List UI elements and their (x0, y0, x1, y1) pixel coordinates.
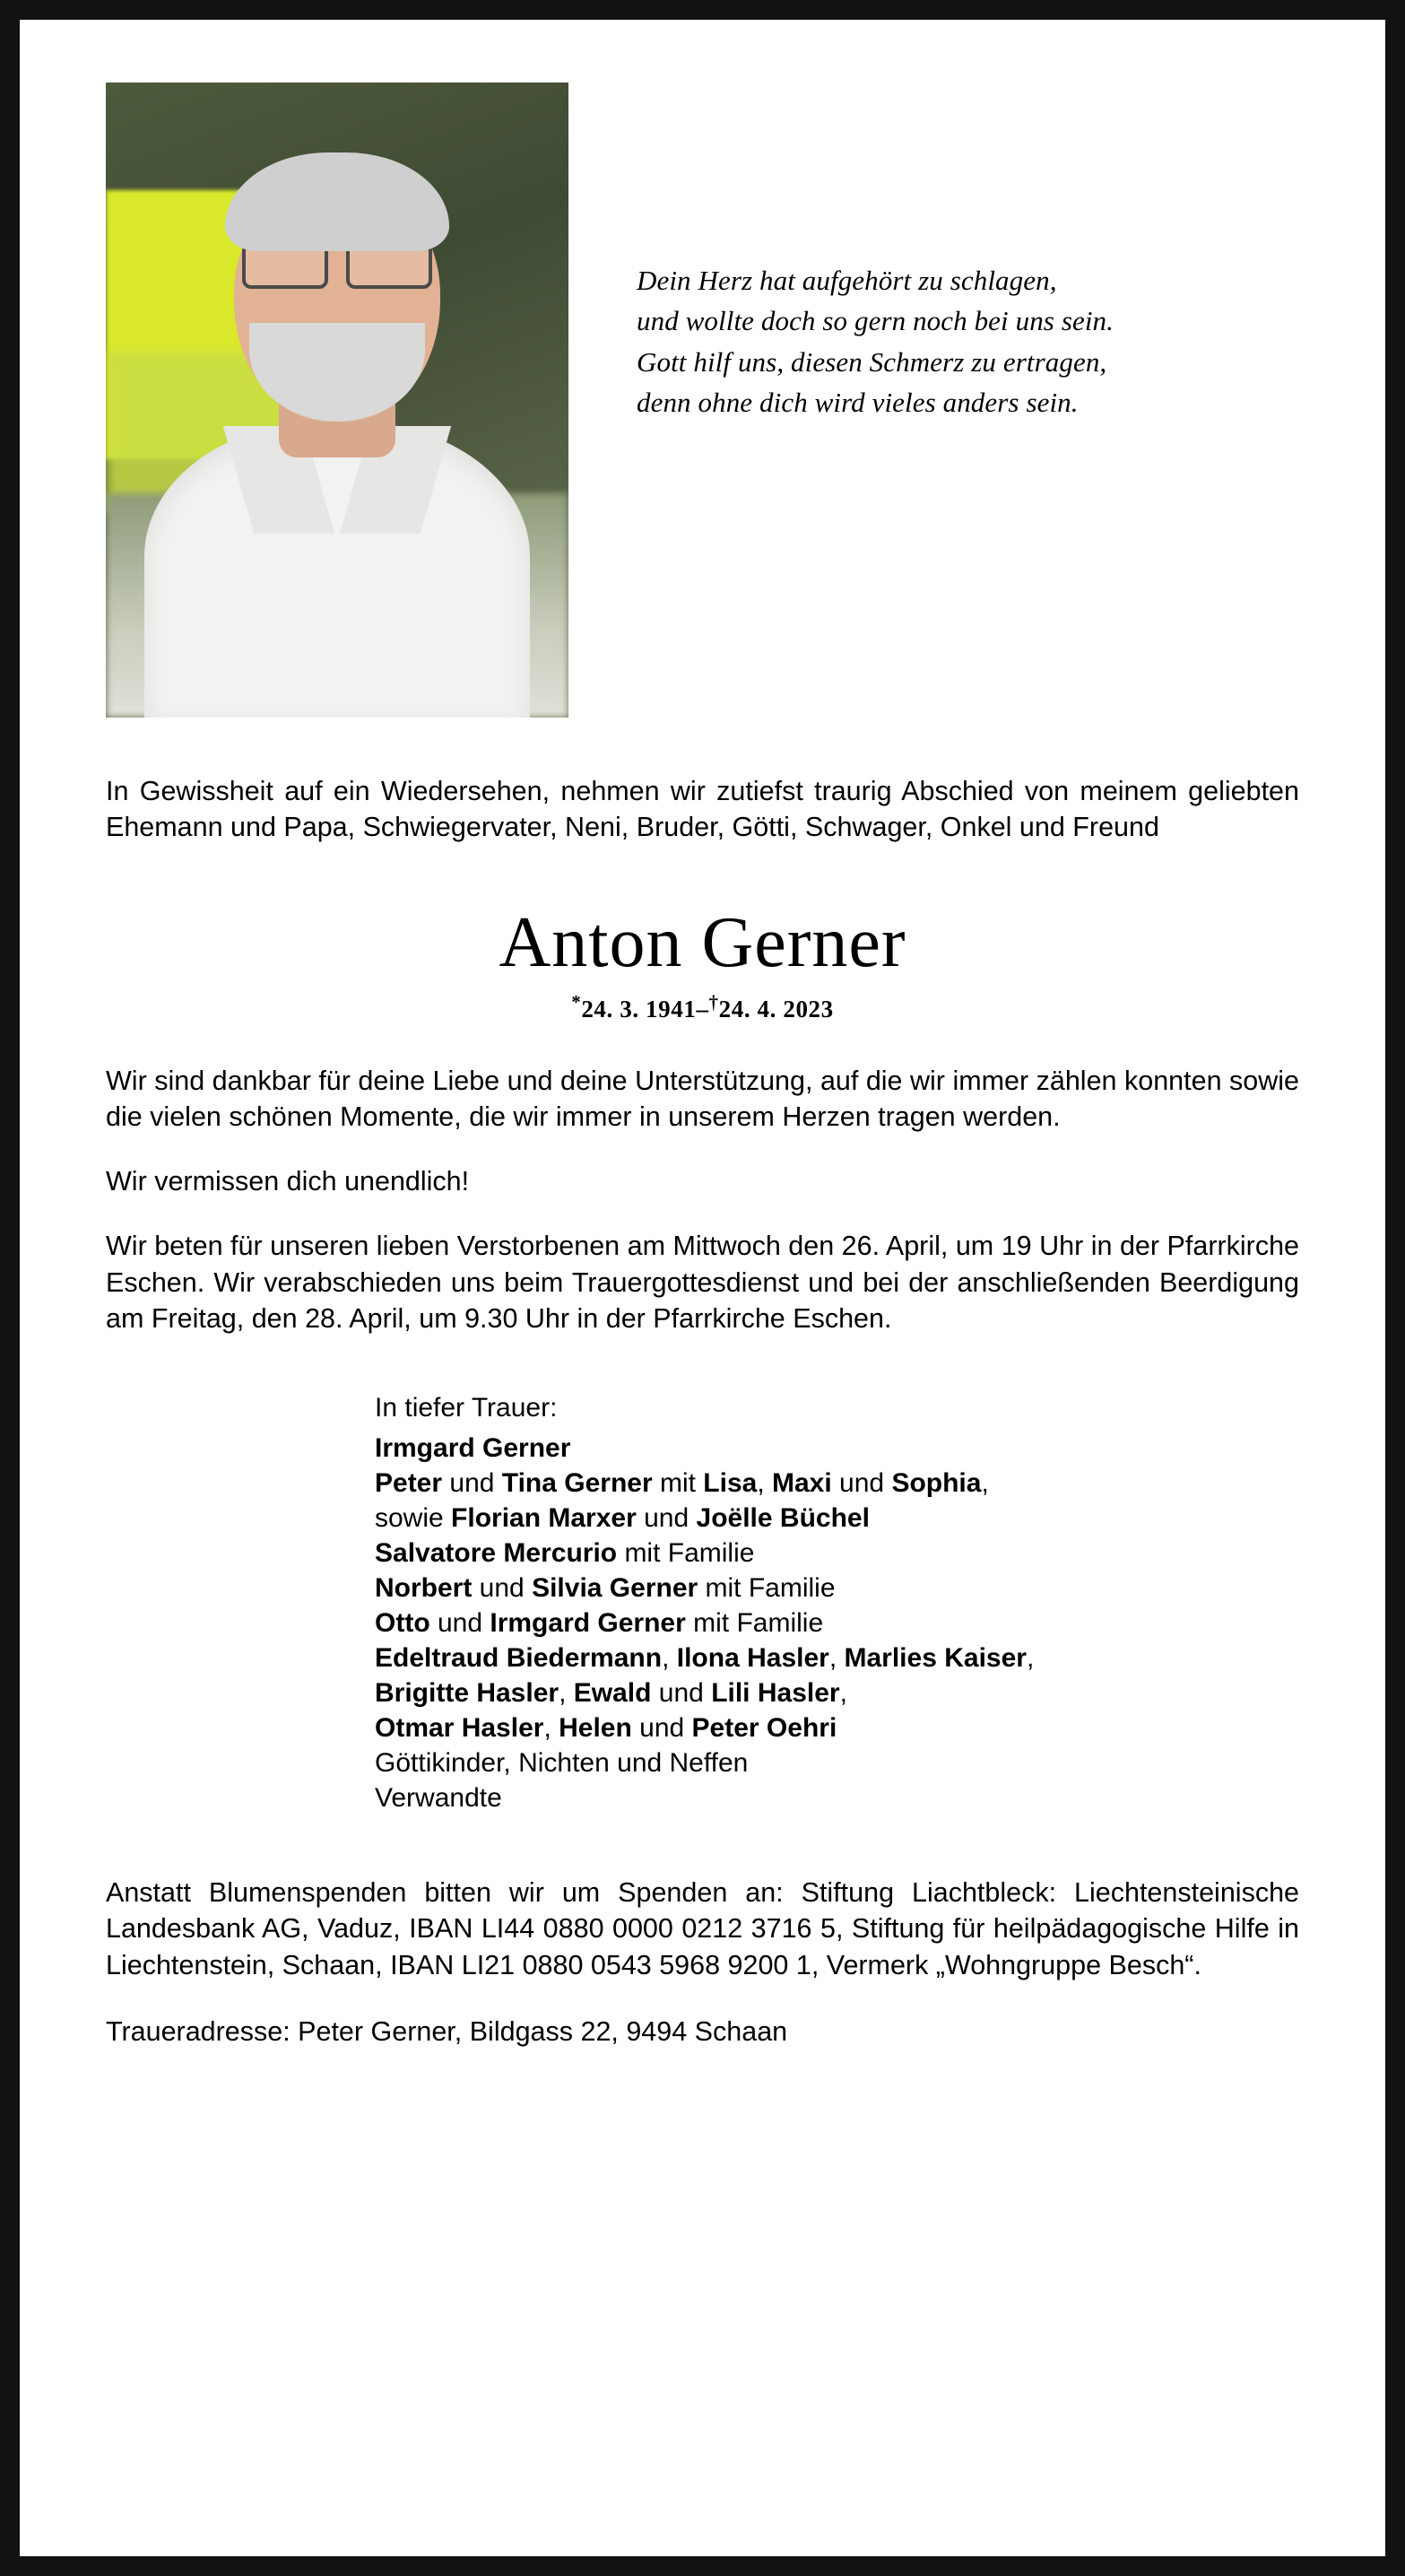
mourner-row: sowie Florian Marxer und Joëlle Büchel (375, 1503, 870, 1533)
person-shirt (144, 422, 530, 718)
mourner-row: Salvatore Mercurio mit Familie (375, 1538, 755, 1568)
death-date: 24. 4. 2023 (718, 995, 834, 1023)
mourners-list (106, 1390, 1299, 1815)
body-paragraph-1: Wir sind dankbar für deine Liebe und deine Unterstützung, auf die wir immer zählen konnten sowie die vielen schönen Momente, die wir immer in unserem Herzen tragen werden. (106, 1065, 1299, 1132)
death-symbol: † (708, 990, 719, 1013)
condolence-address: Traueradresse: Peter Gerner, Bildgass 22, 9494 Schaan (106, 2015, 788, 2047)
introduction-text: In Gewissheit auf ein Wiedersehen, nehmen wir zutiefst traurig Abschied von meinem geliebten Ehemann und Papa, Schwiegervater, Neni, Bruder, Götti, Schwager, Onkel und Freund (106, 776, 1299, 843)
mourner-row: Otmar Hasler, Helen und Peter Oehri (375, 1713, 837, 1743)
mourner-row: Edeltraud Biedermann, Ilona Hasler, Marlies Kaiser, (375, 1643, 1035, 1673)
date-separator: – (696, 995, 709, 1023)
verse-line-1: Dein Herz hat aufgehört zu schlagen, (637, 265, 1057, 296)
memorial-verse (568, 83, 1299, 422)
verse-line-4: denn ohne dich wird vieles anders sein. (637, 386, 1079, 418)
verse-line-2: und wollte doch so gern noch bei uns sein. (637, 305, 1114, 337)
mourner-row: Norbert und Silvia Gerner mit Familie (375, 1573, 836, 1603)
deceased-dates (106, 991, 1299, 1023)
body-text (106, 1063, 1299, 1337)
donation-notice: Anstatt Blumenspenden bitten wir um Spenden an: Stiftung Liachtbleck: Liechtensteinische Landesbank AG, Vaduz, IBAN LI44 0880 0000 0212 3716 5, Stiftung für heilpädagogische Hilfe in Liechtenstein, Schaan, IBAN LI21 0880 0543 5968 9200 1, Vermerk „Wohngruppe Besch“. (106, 1877, 1299, 1980)
body-paragraph-3: Wir beten für unseren lieben Verstorbenen am Mittwoch den 26. April, um 19 Uhr in der Pfarrkirche Eschen. Wir verabschieden uns beim Trauergottesdienst und bei der anschließenden Beerdigung am Freitag, den 28. April, um 9.30 Uhr in der Pfarrkirche Eschen. (106, 1231, 1299, 1334)
mourner-row: Brigitte Hasler, Ewald und Lili Hasler, (375, 1678, 847, 1708)
deceased-name: Anton Gerner (499, 902, 906, 982)
mourners-heading: In tiefer Trauer: (375, 1393, 558, 1423)
portrait-photo (106, 83, 568, 718)
mourner-row: Peter und Tina Gerner mit Lisa, Maxi und Sophia, (375, 1468, 989, 1498)
mourner-row: Otto und Irmgard Gerner mit Familie (375, 1608, 824, 1638)
obituary-content (20, 20, 1385, 2556)
birth-date: 24. 3. 1941 (581, 995, 697, 1023)
mourner-row: Verwandte (375, 1783, 502, 1813)
body-paragraph-2: Wir vermissen dich unendlich! (106, 1166, 470, 1197)
verse-line-3: Gott hilf uns, diesen Schmerz zu ertragen, (637, 345, 1107, 378)
header-section (106, 83, 1299, 718)
deceased-name-block (106, 902, 1299, 1023)
mourner-row: Irmgard Gerner (375, 1433, 571, 1463)
birth-symbol: * (571, 990, 582, 1013)
mourner-row: Göttikinder, Nichten und Neffen (375, 1748, 749, 1778)
